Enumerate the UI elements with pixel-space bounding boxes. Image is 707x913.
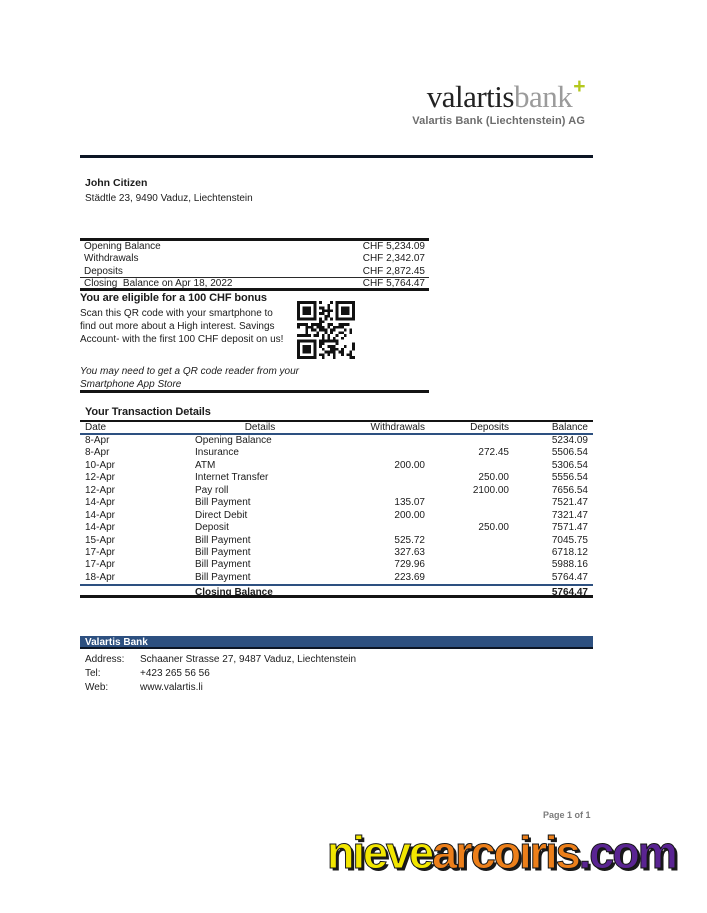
- txn-date: 14-Apr: [85, 509, 116, 521]
- footer-contact-row: [85, 681, 356, 695]
- txn-deposit: 2100.00: [472, 484, 509, 496]
- transaction-row: [80, 547, 593, 559]
- transaction-row: [80, 435, 593, 447]
- txn-balance: 5234.09: [551, 435, 588, 446]
- txn-balance: 5988.16: [551, 559, 588, 571]
- txn-balance: 7656.54: [551, 484, 588, 496]
- site-watermark: [327, 829, 676, 877]
- txn-details: Internet Transfer: [195, 472, 269, 484]
- col-header-date: Date: [85, 422, 107, 433]
- transaction-row: [80, 485, 593, 497]
- txn-date: 17-Apr: [85, 546, 116, 558]
- customer-name: John Citizen: [85, 177, 148, 189]
- watermark-segment: .com: [578, 827, 676, 878]
- txn-balance: 5306.54: [551, 459, 588, 471]
- transaction-details-section: [80, 406, 593, 598]
- txn-deposit: [425, 510, 509, 522]
- logo-wordmark: [412, 72, 585, 112]
- footer-bank-name: Valartis Bank: [85, 637, 148, 648]
- txn-balance: 7321.47: [551, 509, 588, 521]
- footer-contact-label: Web:: [85, 682, 109, 693]
- txn-withdrawal: [325, 522, 425, 534]
- footer-bank-band: [80, 636, 593, 649]
- summary-value: CHF 2,342.07: [362, 253, 425, 265]
- txn-details: Bill Payment: [195, 534, 251, 546]
- txn-deposit: [425, 460, 509, 472]
- footer-contact-value: www.valartis.li: [140, 682, 203, 693]
- txn-withdrawal: 729.96: [394, 559, 425, 571]
- txn-balance: 7045.75: [551, 534, 588, 546]
- txn-deposit: 250.00: [478, 522, 509, 534]
- txn-withdrawal: 200.00: [394, 509, 425, 521]
- closing-balance-row: [80, 584, 593, 598]
- txn-balance: 5506.54: [551, 447, 588, 459]
- transaction-row: [80, 535, 593, 547]
- txn-details: Bill Payment: [195, 571, 251, 583]
- txn-details: Bill Payment: [195, 559, 251, 571]
- txn-details: Bill Payment: [195, 497, 251, 509]
- summary-label: Opening Balance: [84, 241, 161, 252]
- balance-summary-table: [80, 238, 429, 291]
- txn-deposit: [425, 572, 509, 584]
- txn-date: 8-Apr: [85, 435, 110, 446]
- txn-withdrawal: 200.00: [394, 459, 425, 471]
- txn-balance: 5556.54: [551, 472, 588, 484]
- txn-withdrawal: [325, 435, 425, 447]
- closing-balance-value: 5764.47: [551, 587, 588, 599]
- txn-date: 15-Apr: [85, 534, 116, 546]
- txn-date: 12-Apr: [85, 484, 116, 496]
- txn-withdrawal: [325, 447, 425, 459]
- txn-deposit: [425, 535, 509, 547]
- closing-balance-label: Closing Balance: [195, 587, 273, 599]
- qr-code: [297, 301, 355, 359]
- transactions-header-row: [80, 422, 593, 435]
- transactions-title: Your Transaction Details: [85, 406, 211, 418]
- txn-details: Direct Debit: [195, 509, 248, 521]
- logo-text-bank: bank: [513, 79, 573, 114]
- summary-label: Closing Balance on Apr 18, 2022: [84, 278, 233, 290]
- transaction-row: [80, 472, 593, 484]
- txn-date: 14-Apr: [85, 522, 116, 534]
- summary-label: Withdrawals: [84, 253, 139, 265]
- footer-contact-label: Address:: [85, 654, 125, 665]
- watermark-segment: arcoiris: [432, 827, 579, 878]
- bank-logo: [412, 72, 585, 127]
- col-header-withdrawals: Withdrawals: [370, 422, 425, 433]
- txn-deposit: [425, 559, 509, 571]
- txn-details: Pay roll: [195, 484, 229, 496]
- promo-heading: You are eligible for a 100 CHF bonus: [80, 292, 267, 304]
- txn-details: Opening Balance: [195, 435, 272, 446]
- watermark-segment: nieve: [327, 827, 433, 878]
- txn-date: 14-Apr: [85, 497, 116, 509]
- customer-address-block: [85, 177, 253, 204]
- txn-balance: 5764.47: [551, 571, 588, 583]
- txn-deposit: [425, 547, 509, 559]
- footer-contact-row: [85, 667, 356, 681]
- summary-row: [80, 241, 429, 253]
- transaction-row: [80, 460, 593, 472]
- header-band: [80, 146, 593, 158]
- summary-closing-row: [80, 278, 429, 290]
- transactions-body: [80, 435, 593, 584]
- txn-deposit: 250.00: [478, 472, 509, 484]
- summary-value: CHF 5,764.47: [362, 278, 425, 290]
- txn-withdrawal: [325, 485, 425, 497]
- promo-section: [80, 292, 429, 393]
- footer-contact-row: [85, 653, 356, 667]
- txn-deposit: [425, 497, 509, 509]
- promo-note-italic: You may need to get a QR code reader from your Smartphone App Store: [80, 366, 300, 390]
- col-header-balance: Balance: [551, 422, 588, 433]
- txn-withdrawal: [325, 472, 425, 484]
- logo-text-valartis: valartis: [426, 79, 514, 114]
- footer-contact-label: Tel:: [85, 668, 101, 679]
- footer-contact-value: Schaaner Strasse 27, 9487 Vaduz, Liechtenstein: [140, 654, 357, 665]
- summary-row: [80, 253, 429, 265]
- transaction-row: [80, 522, 593, 534]
- transaction-row: [80, 572, 593, 584]
- promo-body-text: Scan this QR code with your smartphone to find out more about a High interest. Savings Account- with the first 100 CHF deposit on us!: [80, 308, 284, 345]
- txn-details: Insurance: [195, 447, 239, 459]
- txn-withdrawal: 327.63: [394, 546, 425, 558]
- txn-withdrawal: 525.72: [394, 534, 425, 546]
- col-header-deposits: Deposits: [470, 422, 509, 433]
- txn-details: Bill Payment: [195, 546, 251, 558]
- txn-withdrawal: 135.07: [394, 497, 425, 509]
- txn-deposit: [425, 435, 509, 447]
- transaction-row: [80, 559, 593, 571]
- transaction-row: [80, 447, 593, 459]
- txn-deposit: 272.45: [478, 447, 509, 459]
- txn-balance: 6718.12: [551, 546, 588, 558]
- logo-plus-icon: +: [573, 75, 585, 98]
- txn-date: 18-Apr: [85, 571, 116, 583]
- txn-details: Deposit: [195, 522, 229, 534]
- transaction-row: [80, 497, 593, 509]
- col-header-details: Details: [244, 422, 276, 433]
- summary-value: CHF 2,872.45: [362, 265, 425, 277]
- customer-address: Städtle 23, 9490 Vaduz, Liechtenstein: [85, 193, 253, 204]
- summary-value: CHF 5,234.09: [362, 241, 425, 252]
- txn-balance: 7571.47: [551, 522, 588, 534]
- page-number: Page 1 of 1: [543, 810, 591, 820]
- txn-date: 10-Apr: [85, 459, 116, 471]
- summary-label: Deposits: [84, 265, 123, 277]
- txn-date: 17-Apr: [85, 559, 116, 571]
- bank-legal-name: Valartis Bank (Liechtenstein) AG: [412, 115, 585, 127]
- transaction-row: [80, 510, 593, 522]
- footer-contact-value: +423 265 56 56: [140, 668, 210, 679]
- summary-row: [80, 266, 429, 278]
- txn-date: 12-Apr: [85, 472, 116, 484]
- txn-details: ATM: [195, 459, 216, 471]
- txn-balance: 7521.47: [551, 497, 588, 509]
- txn-date: 8-Apr: [85, 447, 110, 459]
- footer-contact-block: [85, 653, 356, 695]
- txn-withdrawal: 223.69: [394, 571, 425, 583]
